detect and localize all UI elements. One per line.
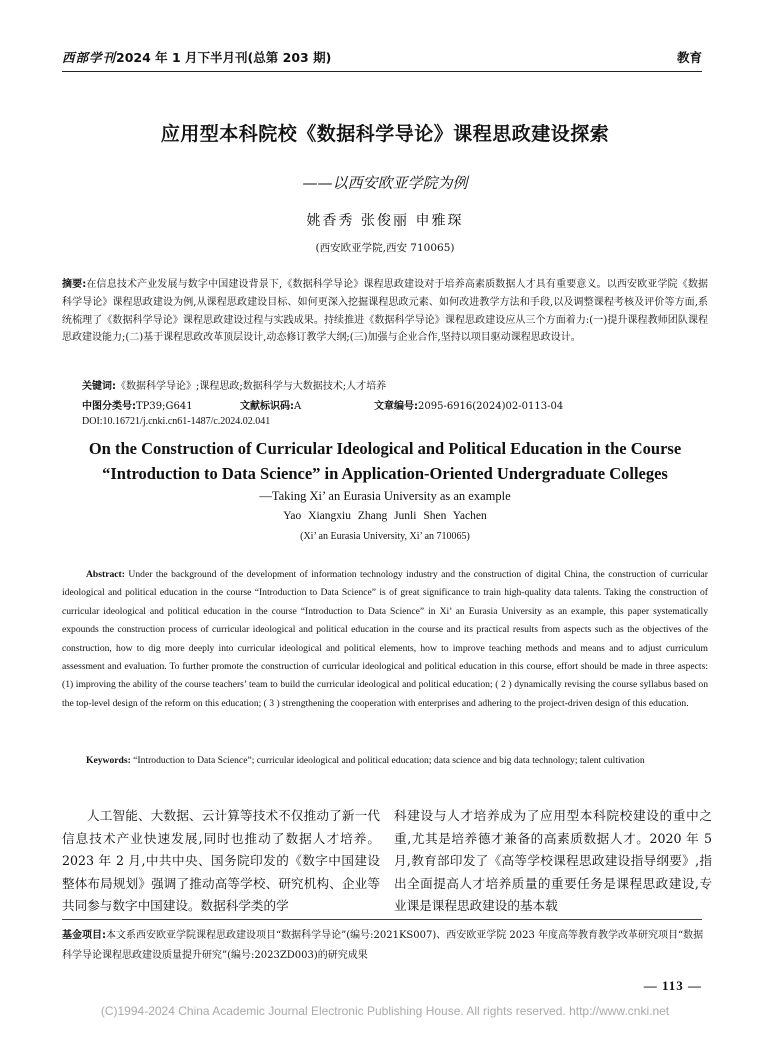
abstract-cn-label: 摘要: <box>62 279 87 290</box>
keywords-cn-text: 《数据科学导论》;课程思政;数据科学与大数据技术;人才培养 <box>116 381 387 392</box>
body-column-2: 科建设与人才培养成为了应用型本科院校建设的重中之重,尤其是培养德才兼备的高素质数据人才。2020 年 5 月,教育部印发了《高等学校课程思政建设指导纲要》,指出全面提高人才培养质量的重要任务是课程思政建设,专业课是课程思政建设的基本载 <box>394 808 712 914</box>
funding-label: 基金项目: <box>62 930 106 941</box>
abstract-cn-text: 在信息技术产业发展与数字中国建设背景下,《数据科学导论》课程思政建设对于培养高素质数据人才具有重要意义。以西安欧亚学院《数据科学导论》课程思政建设为例,从课程思政建设目标、如何更深入挖掘课程思政元素、如何改进教学方法和手段,以及调整课程考核及评价等方面,系统梳理了《数据科学导论》课程思政建设过程与实践成果。持续推进《数据科学导论》课程思政建设应从三个方面着力:(一)提升课程教师团队课程思政建设能力;(二)基于课程思政改革顶层设计,动态修订教学大纲;(三)加强与企业合作,坚持以项目驱动课程思政设计。 <box>62 279 708 344</box>
article-number <box>374 397 563 412</box>
title-en-line1: On the Construction of Curricular Ideological and Political Education in the Course <box>88 439 682 458</box>
body-column-1: 人工智能、大数据、云计算等技术不仅推动了新一代信息技术产业快速发展,同时也推动了数据人才培养。2023 年 2 月,中共中央、国务院印发的《数字中国建设整体布局规划》强调了推动高等学校、研究机构、企业等共同参与数字中国建设。数据科学类的学 <box>62 808 380 914</box>
copyright-watermark: (C)1994-2024 China Academic Journal Electronic Publishing House. All rights reserved. http://www.cnki.net <box>100 1004 670 1018</box>
clc-label: 中图分类号: <box>82 401 136 412</box>
clc-number <box>82 397 193 412</box>
keywords-cn <box>82 377 386 392</box>
article-no-value: 2095-6916(2024)02-0113-04 <box>418 401 564 412</box>
journal-logo: 西部学刊 <box>62 50 117 65</box>
header-rule <box>62 71 702 72</box>
abstract-en <box>62 566 708 713</box>
keywords-en-label: Keywords: <box>86 755 131 766</box>
doc-code-label: 文献标识码: <box>240 401 294 412</box>
funding-text: 本文系西安欧亚学院课程思政建设项目“数据科学导论”(编号:2021KS007)、西安欧亚学院 2023 年度高等教育教学改革研究项目“数据科学导论课程思政建设质量提升研究”(编号:2023ZD003)的研究成果 <box>62 930 704 961</box>
document-code <box>240 397 301 412</box>
running-header <box>62 48 702 70</box>
doi: DOI:10.16721/j.cnki.cn61-1487/c.2024.02.041 <box>82 416 271 427</box>
authors-cn: 姚香秀 张俊丽 申雅琛 <box>306 213 464 229</box>
keywords-en-text: “Introduction to Data Science”; curricular ideological and political education; data science and big data technology; talent cultivation <box>130 755 645 766</box>
header-left <box>62 48 331 66</box>
authors-en: Yao Xiangxiu Zhang Junli Shen Yachen <box>283 510 487 522</box>
article-no-label: 文章编号: <box>374 401 418 412</box>
funding-note <box>62 926 708 966</box>
keywords-cn-label: 关键词: <box>82 381 116 392</box>
abstract-cn <box>62 276 708 347</box>
title-cn: 应用型本科院校《数据科学导论》课程思政建设探索 <box>160 123 610 145</box>
title-en-line2: “Introduction to Data Science” in Application-Oriented Undergraduate Colleges <box>102 464 668 483</box>
subtitle-cn: ——以西安欧亚学院为例 <box>302 174 468 192</box>
clc-value: TP39;G641 <box>136 401 193 412</box>
subtitle-en: —Taking Xi’ an Eurasia University as an example <box>259 489 511 503</box>
doc-code-value: A <box>294 401 302 412</box>
page-number: — 113 — <box>643 978 702 993</box>
issue-info: 2024 年 1 月下半月刊(总第 203 期) <box>116 50 332 65</box>
footnote-rule <box>62 919 702 920</box>
affiliation-cn: (西安欧亚学院,西安 710065) <box>315 242 455 254</box>
abstract-en-text: Under the background of the development of information technology industry and the construction of digital China, the construction of curricular ideological and political education in the course “Introduction to Data Science” is of great significance to train high-quality data talents. Taking the construction of curricular ideological and political education in the course “Introduction to Data Science” in Xi’ an Eurasia University as an example, this paper systematically expounds the construction process of curricular ideological and political education in the course and its practical results from aspects such as the objectives of the construction, how to dig more deeply into curricular ideological and political elements, how to improve teaching methods and means and to adjust curriculum assessment and evaluation. To further promote the construction of curricular ideological and political education in this course, effort should be made in three aspects: (1) improving the ability of the course teachers’ team to build the curricular ideological and political education; ( 2 ) dynamically revising the course syllabus based on the top-level design of the reform on this education; ( 3 ) strengthening the cooperation with enterprises and adhering to the project-driven design of this education. <box>62 569 708 709</box>
title-en <box>0 436 770 486</box>
keywords-en <box>62 752 708 770</box>
section-name: 教育 <box>676 50 702 65</box>
abstract-en-label: Abstract: <box>86 569 125 580</box>
affiliation-en: (Xi’ an Eurasia University, Xi’ an 710065) <box>300 531 470 542</box>
